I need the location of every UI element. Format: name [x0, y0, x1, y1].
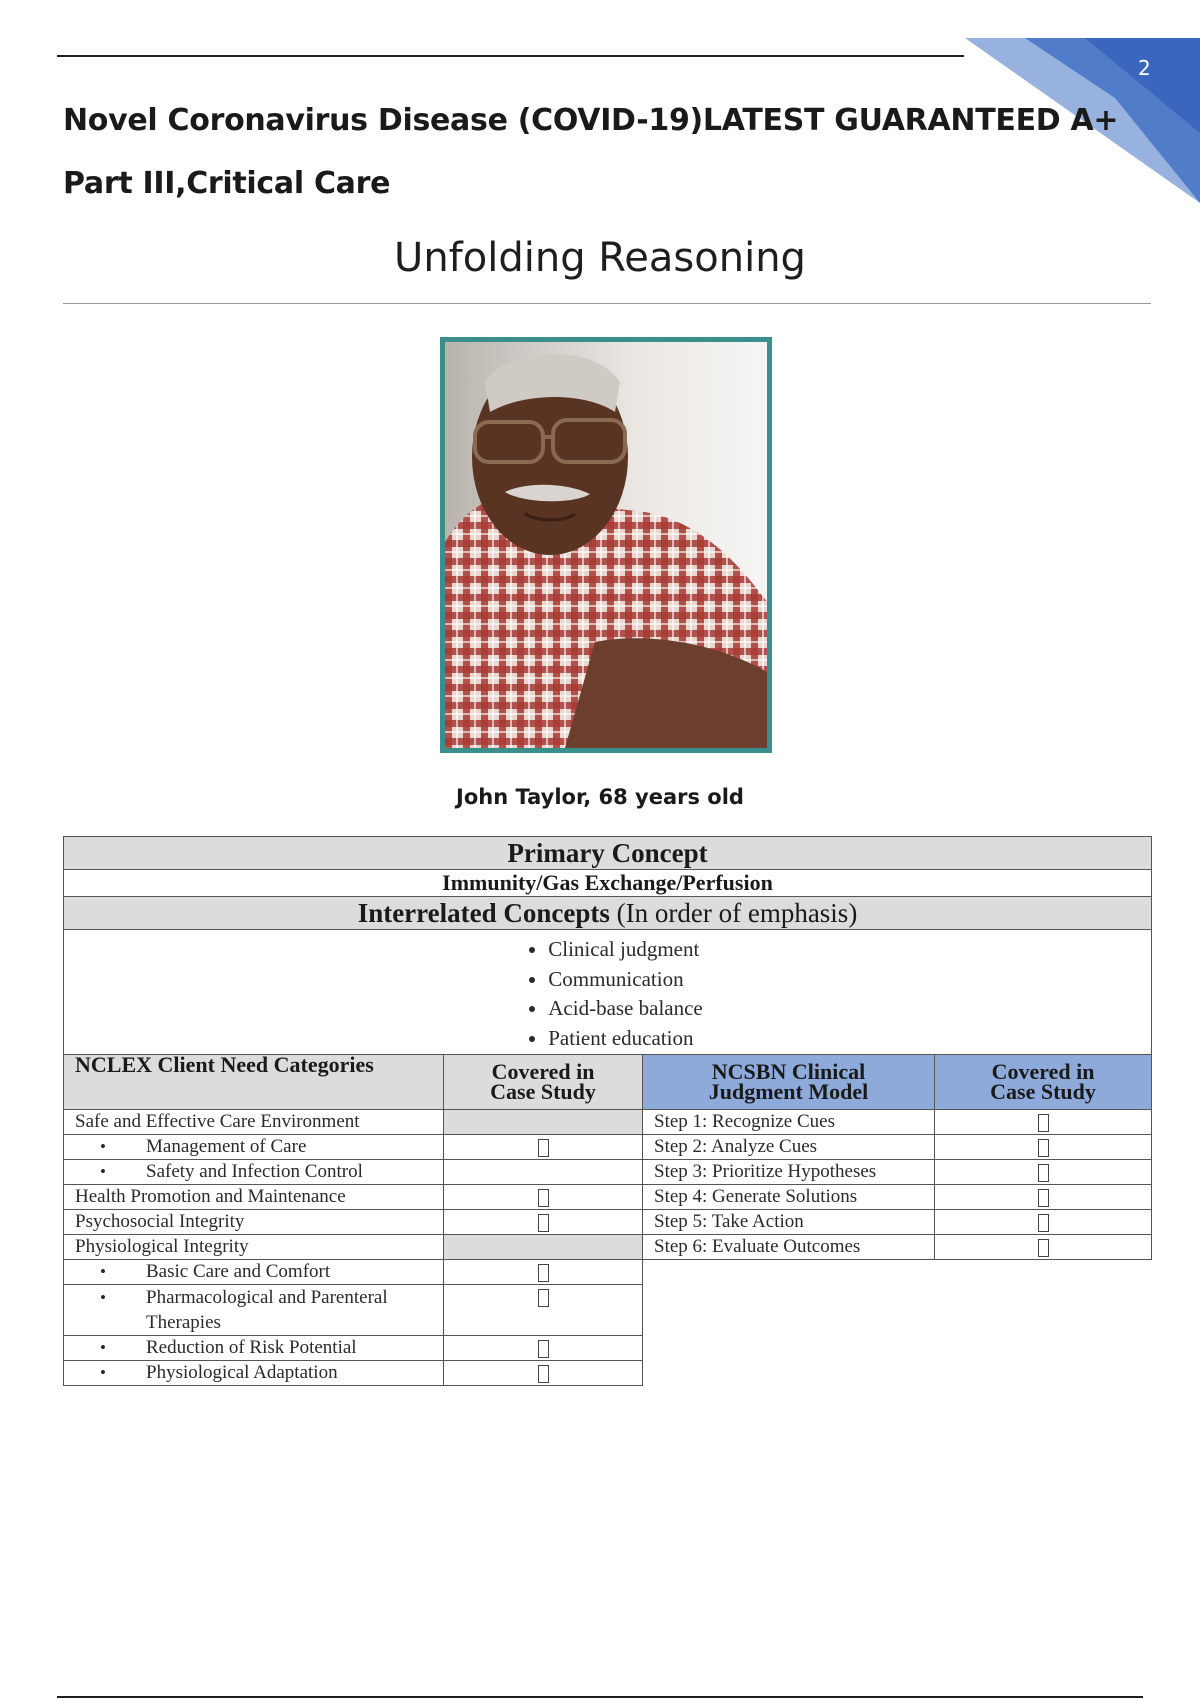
- nclex-row-covered: [444, 1185, 643, 1210]
- patient-photo: [445, 342, 767, 748]
- ncsbn-step-label: Step 6: Evaluate Outcomes: [643, 1235, 935, 1260]
- list-item: • Patient education: [548, 1024, 703, 1054]
- nclex-header-category: NCLEX Client Need Categories: [64, 1055, 444, 1110]
- checkbox-glyph-icon: [538, 1214, 549, 1232]
- primary-concept-value: Immunity/Gas Exchange/Perfusion: [64, 870, 1152, 897]
- table-row: [64, 1285, 643, 1336]
- nclex-row-label-cell: [64, 1361, 444, 1386]
- section-heading: Unfolding Reasoning: [394, 235, 806, 281]
- bullet-icon: •: [100, 1363, 106, 1382]
- nclex-row-label-cell: [64, 1260, 444, 1285]
- list-item: • Clinical judgment: [548, 935, 703, 965]
- nclex-row-covered: [444, 1260, 643, 1285]
- nclex-row-covered: [444, 1361, 643, 1386]
- list-item: • Communication: [548, 965, 703, 995]
- table-row: [64, 1110, 643, 1135]
- nclex-row-label: Reduction of Risk Potential: [146, 1337, 357, 1358]
- nclex-row-label: [146, 1285, 388, 1335]
- patient-photo-frame: [440, 337, 772, 753]
- nclex-header-covered: [444, 1055, 643, 1110]
- ncsbn-step-label: Step 1: Recognize Cues: [643, 1110, 935, 1135]
- interrelated-heading-note: (In order of emphasis): [609, 897, 858, 928]
- ncsbn-table: [642, 1054, 1152, 1260]
- patient-caption: John Taylor, 68 years old: [456, 785, 744, 809]
- nclex-row-covered: [444, 1210, 643, 1235]
- nclex-row-covered: [444, 1110, 643, 1135]
- interrelated-concepts-list: [64, 930, 1152, 1055]
- primary-concept-heading: Primary Concept: [64, 837, 1152, 870]
- ncsbn-step-label: Step 4: Generate Solutions: [643, 1185, 935, 1210]
- table-row: [64, 1185, 643, 1210]
- checkbox-glyph-icon: [1038, 1114, 1049, 1132]
- ncsbn-step-covered: [935, 1135, 1152, 1160]
- bullet-icon: •: [100, 1137, 106, 1156]
- page-number: 2: [1138, 56, 1151, 80]
- top-rule: [57, 55, 964, 57]
- nclex-row-covered: [444, 1285, 643, 1336]
- nclex-row-label-cell: [64, 1160, 444, 1185]
- ncsbn-header-covered: [935, 1055, 1152, 1110]
- ncsbn-step-covered: [935, 1185, 1152, 1210]
- ncsbn-step-covered: [935, 1110, 1152, 1135]
- ncsbn-header-covered-line2: Case Study: [990, 1079, 1096, 1104]
- nclex-row-label-cell: [64, 1135, 444, 1160]
- list-item: • Acid-base balance: [548, 994, 703, 1024]
- nclex-row-label: Physiological Integrity: [64, 1235, 444, 1260]
- ncsbn-step-label: Step 2: Analyze Cues: [643, 1135, 935, 1160]
- nclex-row-label: Management of Care: [146, 1136, 307, 1157]
- ncsbn-step-covered: [935, 1160, 1152, 1185]
- checkbox-glyph-icon: [1038, 1239, 1049, 1257]
- nclex-row-label: Safe and Effective Care Environment: [64, 1110, 444, 1135]
- table-row: [64, 1160, 643, 1185]
- ncsbn-header-model: [643, 1055, 935, 1110]
- checkbox-glyph-icon: [1038, 1164, 1049, 1182]
- table-row: [643, 1235, 1152, 1260]
- bullet-icon: •: [100, 1162, 106, 1181]
- document-subtitle: Part III,Critical Care: [63, 166, 391, 201]
- interrelated-concepts-heading: [64, 897, 1152, 930]
- table-row: [64, 1260, 643, 1285]
- concepts-table: [63, 836, 1152, 1055]
- document-title: Novel Coronavirus Disease (COVID-19)LATEST GUARANTEED A+: [63, 103, 1119, 138]
- checkbox-glyph-icon: [538, 1289, 549, 1307]
- checkbox-glyph-icon: [538, 1264, 549, 1282]
- nclex-header-covered-line1: Covered in: [491, 1059, 595, 1084]
- nclex-row-covered: [444, 1336, 643, 1361]
- nclex-row-label-cell: [64, 1336, 444, 1361]
- table-row: [643, 1210, 1152, 1235]
- ncsbn-header-covered-line1: Covered in: [991, 1059, 1095, 1084]
- nclex-row-covered: [444, 1235, 643, 1260]
- table-row: [64, 1235, 643, 1260]
- ncsbn-step-label: Step 3: Prioritize Hypotheses: [643, 1160, 935, 1185]
- bullet-icon: •: [100, 1262, 106, 1281]
- ncsbn-header-model-line1: NCSBN Clinical: [711, 1059, 866, 1084]
- checkbox-glyph-icon: [538, 1340, 549, 1358]
- nclex-header-covered-line2: Case Study: [490, 1079, 596, 1104]
- checkbox-glyph-icon: [538, 1189, 549, 1207]
- ncsbn-step-label: Step 5: Take Action: [643, 1210, 935, 1235]
- bullet-icon: •: [100, 1338, 106, 1357]
- nclex-row-label: Psychosocial Integrity: [64, 1210, 444, 1235]
- interrelated-heading-text: Interrelated Concepts: [357, 897, 610, 928]
- table-row: [643, 1185, 1152, 1210]
- table-row: [643, 1110, 1152, 1135]
- nclex-row-label: Physiological Adaptation: [146, 1362, 338, 1383]
- heading-rule: [63, 303, 1151, 304]
- nclex-table: [63, 1054, 643, 1386]
- checkbox-glyph-icon: [538, 1365, 549, 1383]
- table-row: [64, 1210, 643, 1235]
- checkbox-glyph-icon: [1038, 1189, 1049, 1207]
- bottom-rule: [57, 1696, 1143, 1698]
- checkbox-glyph-icon: [1038, 1139, 1049, 1157]
- nclex-row-covered: [444, 1160, 643, 1185]
- table-row: [64, 1361, 643, 1386]
- table-row: [64, 1336, 643, 1361]
- table-row: [64, 1135, 643, 1160]
- table-row: [643, 1160, 1152, 1185]
- nclex-row-label-line2: Therapies: [146, 1312, 221, 1333]
- bullet-icon: •: [100, 1288, 106, 1307]
- ncsbn-header-model-line2: Judgment Model: [708, 1079, 869, 1104]
- nclex-row-label-line1: Pharmacological and Parenteral: [146, 1287, 388, 1308]
- nclex-row-label: Health Promotion and Maintenance: [64, 1185, 444, 1210]
- nclex-row-label: Safety and Infection Control: [146, 1161, 363, 1182]
- checkbox-glyph-icon: [1038, 1214, 1049, 1232]
- nclex-row-label: Basic Care and Comfort: [146, 1261, 331, 1282]
- table-row: [643, 1135, 1152, 1160]
- ncsbn-step-covered: [935, 1210, 1152, 1235]
- nclex-row-covered: [444, 1135, 643, 1160]
- checkbox-glyph-icon: [538, 1139, 549, 1157]
- ncsbn-step-covered: [935, 1235, 1152, 1260]
- nclex-row-label-cell: [64, 1285, 444, 1336]
